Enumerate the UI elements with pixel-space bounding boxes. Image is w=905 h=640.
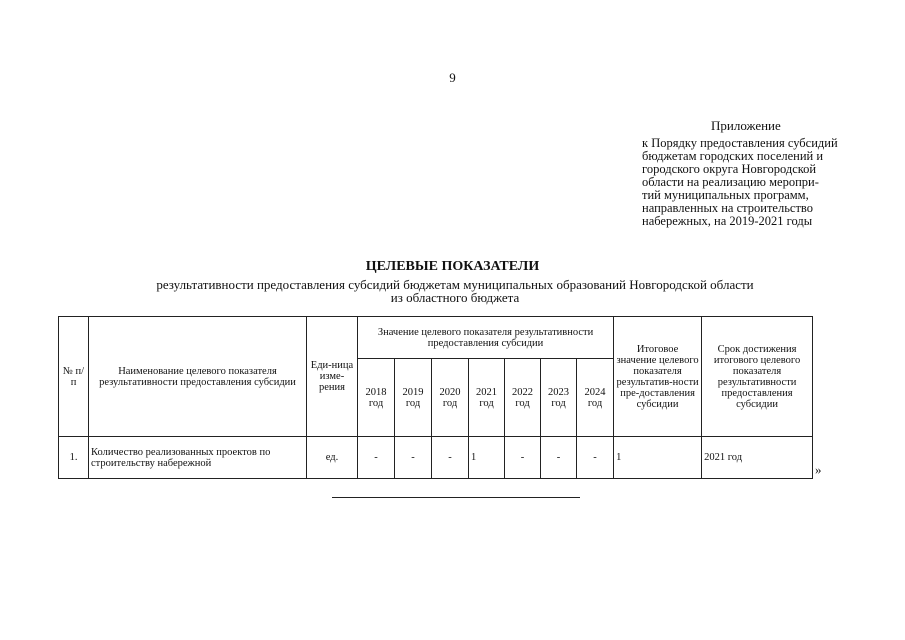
header-number: № п/п bbox=[59, 317, 89, 437]
appendix-line: тий муниципальных программ, bbox=[642, 188, 809, 202]
year-label: 2023 bbox=[548, 386, 569, 398]
cell-value: - bbox=[541, 437, 577, 479]
cell-value: - bbox=[577, 437, 614, 479]
appendix-title: Приложение bbox=[711, 118, 781, 133]
cell-value: - bbox=[432, 437, 469, 479]
indicators-table bbox=[58, 316, 813, 479]
appendix-line: городского округа Новгородской bbox=[642, 162, 817, 176]
year-label: 2019 bbox=[402, 386, 424, 398]
subtitle-line-2: из областного бюджета bbox=[390, 290, 520, 305]
header-year bbox=[469, 359, 505, 437]
header-year bbox=[432, 359, 469, 437]
header-deadline: Срок достижения итогового целевого показателя результативности предоставления субсидии bbox=[702, 317, 813, 437]
header-unit: Еди-ница изме-рения bbox=[307, 317, 358, 437]
cell-value: - bbox=[505, 437, 541, 479]
cell-value: 1 bbox=[469, 437, 505, 479]
year-label: 2020 bbox=[439, 386, 461, 398]
header-year bbox=[395, 359, 432, 437]
year-label: 2018 bbox=[365, 386, 387, 398]
bottom-divider bbox=[332, 497, 580, 498]
header-year bbox=[358, 359, 395, 437]
cell-total: 1 bbox=[614, 437, 702, 479]
header-total: Итоговое значение целевого показателя результатив-ности пре-доставления субсидии bbox=[614, 317, 702, 437]
cell-value: - bbox=[395, 437, 432, 479]
appendix-line: области на реализацию меропри- bbox=[642, 175, 819, 189]
cell-name: Количество реализованных проектов по строительству набережной bbox=[89, 437, 307, 479]
year-unit: год bbox=[587, 397, 603, 409]
year-unit: год bbox=[368, 397, 384, 409]
cell-value: - bbox=[358, 437, 395, 479]
appendix-line: бюджетам городских поселений и bbox=[642, 149, 824, 163]
appendix-line: направленных на строительство bbox=[642, 201, 813, 215]
page-number: 9 bbox=[449, 70, 456, 85]
header-year bbox=[541, 359, 577, 437]
cell-deadline: 2021 год bbox=[702, 437, 813, 479]
appendix-line: набережных, на 2019-2021 годы bbox=[642, 214, 813, 228]
appendix-text bbox=[642, 137, 867, 228]
year-label: 2024 bbox=[584, 386, 606, 398]
header-year bbox=[505, 359, 541, 437]
document-heading: ЦЕЛЕВЫЕ ПОКАЗАТЕЛИ bbox=[365, 259, 540, 274]
header-year bbox=[577, 359, 614, 437]
year-label: 2021 bbox=[476, 386, 497, 398]
cell-number: 1. bbox=[59, 437, 89, 479]
document-subtitle bbox=[100, 278, 810, 304]
header-value-group: Значение целевого показателя результативности предоставления субсидии bbox=[358, 317, 614, 359]
year-unit: год bbox=[479, 397, 494, 409]
year-unit: год bbox=[551, 397, 566, 409]
table-row bbox=[59, 437, 813, 479]
year-label: 2022 bbox=[512, 386, 533, 398]
subtitle-line-1: результативности предоставления субсидий бюджетам муниципальных образований Новгородской области bbox=[156, 277, 754, 292]
cell-unit: ед. bbox=[307, 437, 358, 479]
appendix-line: к Порядку предоставления субсидий bbox=[642, 136, 838, 150]
year-unit: год bbox=[405, 397, 421, 409]
closing-quote-mark: » bbox=[815, 462, 822, 477]
year-unit: год bbox=[442, 397, 458, 409]
year-unit: год bbox=[515, 397, 530, 409]
header-name: Наименование целевого показателя результативности предоставления субсидии bbox=[89, 317, 307, 437]
